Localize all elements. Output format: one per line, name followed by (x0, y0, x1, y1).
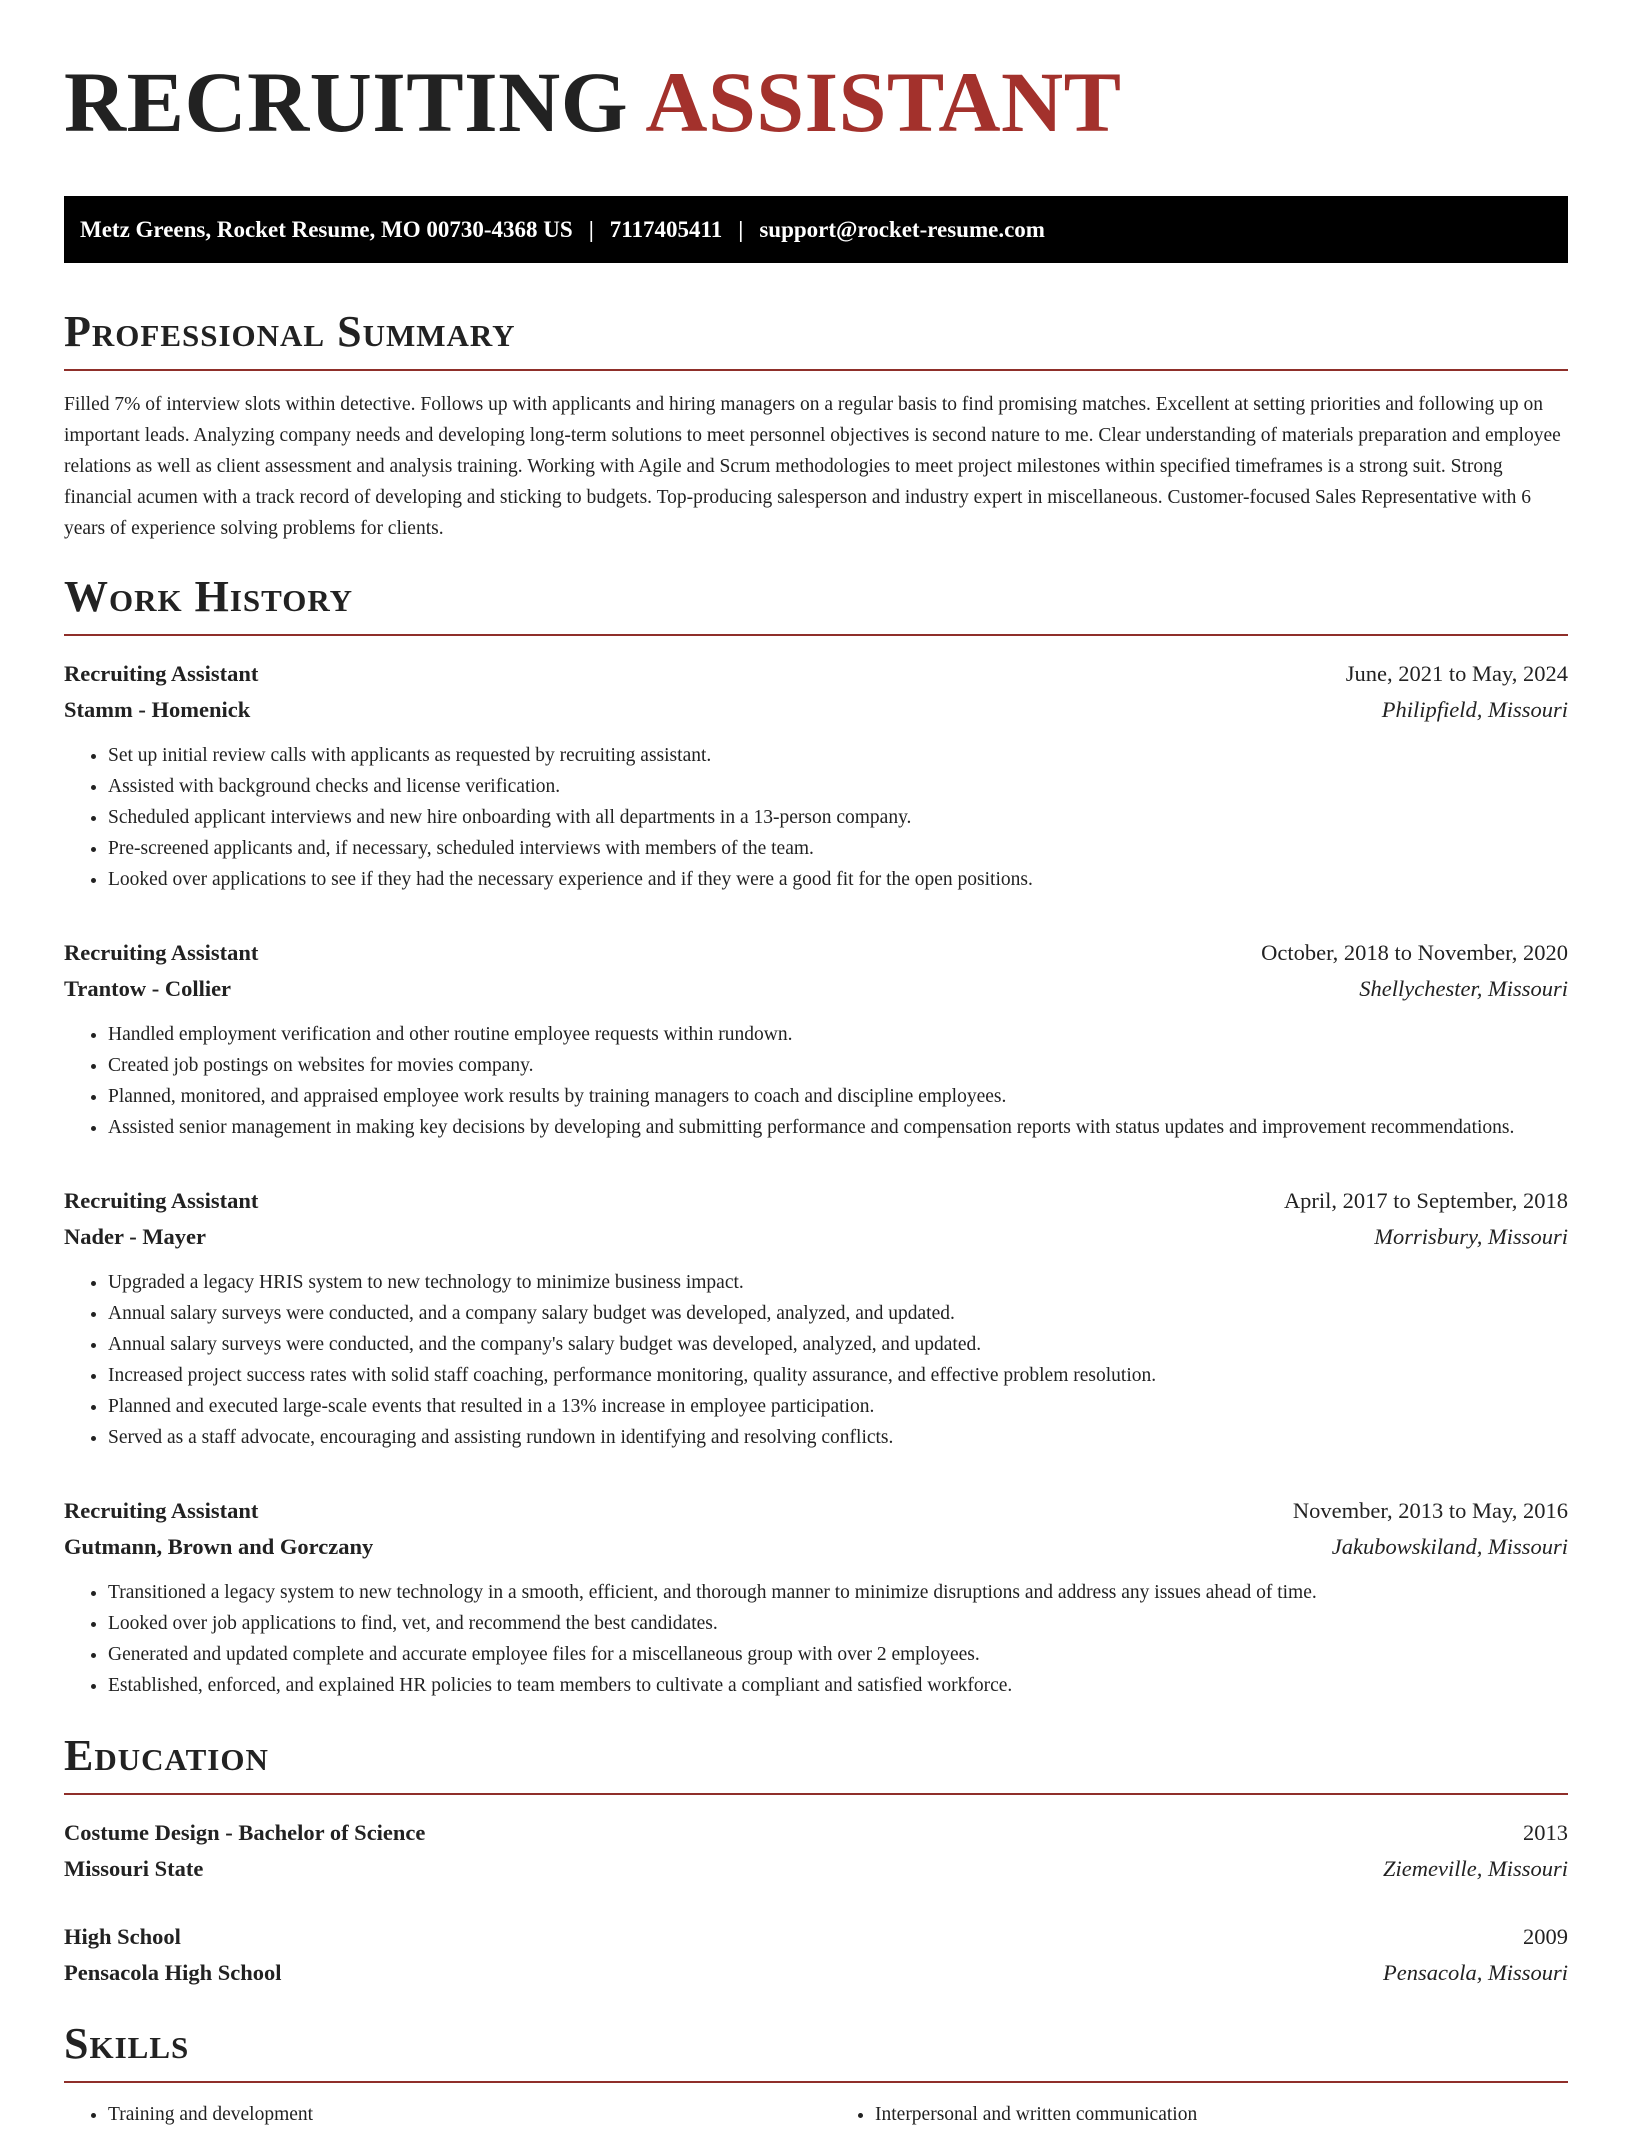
job-location: Jakubowskiland, Missouri (1331, 1534, 1568, 1559)
education-year: 2013 (1523, 1820, 1568, 1845)
job-bullets (64, 1267, 1568, 1453)
work-history-heading: Work History (64, 572, 1568, 636)
job-company: Stamm - Homenick (64, 697, 251, 722)
summary-section (64, 307, 1568, 544)
job-bullet: • Pre-screened applicants and, if necessary, scheduled interviews with members of the team. (108, 833, 1568, 864)
job-bullet: • Handled employment verification and other routine employee requests within rundown. (108, 1019, 1568, 1050)
education-location: Ziemeville, Missouri (1383, 1856, 1568, 1881)
skills-column-left (64, 2099, 801, 2130)
education-school: Pensacola High School (64, 1960, 282, 1985)
education-degree: Costume Design - Bachelor of Science (64, 1820, 426, 1845)
job-bullets (64, 1577, 1568, 1701)
job-bullet: • Established, enforced, and explained HR policies to team members to cultivate a compliant and satisfied workforce. (108, 1670, 1568, 1701)
education-degree: High School (64, 1924, 181, 1949)
job-title: Recruiting Assistant (64, 661, 259, 686)
job-entry (64, 935, 1568, 1143)
job-bullet: • Planned, monitored, and appraised employee work results by training managers to coach and discipline employees. (108, 1081, 1568, 1112)
job-location: Shellychester, Missouri (1359, 976, 1568, 1001)
job-bullet: • Scheduled applicant interviews and new hire onboarding with all departments in a 13-person company. (108, 802, 1568, 833)
work-history-section (64, 572, 1568, 1701)
job-bullet: • Increased project success rates with solid staff coaching, performance monitoring, quality assurance, and effective problem resolution. (108, 1360, 1568, 1391)
skill-item: • Training and development (108, 2099, 801, 2130)
job-bullet: • Served as a staff advocate, encouraging and assisting rundown in identifying and resolving conflicts. (108, 1422, 1568, 1453)
contact-phone: 7117405411 (609, 216, 723, 242)
job-bullets (64, 1019, 1568, 1143)
contact-separator: | (738, 216, 744, 242)
job-title: Recruiting Assistant (64, 1188, 259, 1213)
job-bullet: • Looked over job applications to find, vet, and recommend the best candidates. (108, 1608, 1568, 1639)
job-bullet: • Looked over applications to see if they had the necessary experience and if they were a good fit for the open positions. (108, 864, 1568, 895)
job-title: Recruiting Assistant (64, 940, 259, 965)
summary-heading: Professional Summary (64, 307, 1568, 371)
resume-title (64, 54, 1568, 150)
education-section (64, 1731, 1568, 1991)
job-dates: June, 2021 to May, 2024 (1345, 661, 1568, 686)
job-entry (64, 1183, 1568, 1453)
skills-heading: Skills (64, 2019, 1568, 2083)
job-bullet: • Annual salary surveys were conducted, and a company salary budget was developed, analyzed, and updated. (108, 1298, 1568, 1329)
education-heading: Education (64, 1731, 1568, 1795)
job-bullet: • Planned and executed large-scale events that resulted in a 13% increase in employee participation. (108, 1391, 1568, 1422)
job-bullet: • Created job postings on websites for movies company. (108, 1050, 1568, 1081)
skills-section (64, 2019, 1568, 2130)
job-bullet: • Assisted senior management in making key decisions by developing and submitting performance and compensation reports with status updates and improvement recommendations. (108, 1112, 1568, 1143)
contact-separator: | (588, 216, 594, 242)
education-school: Missouri State (64, 1856, 204, 1881)
title-part-2: ASSISTANT (645, 54, 1122, 150)
job-title: Recruiting Assistant (64, 1498, 259, 1523)
contact-email: support@rocket-resume.com (759, 216, 1045, 242)
education-entry (64, 1815, 1568, 1887)
job-bullet: • Assisted with background checks and license verification. (108, 771, 1568, 802)
job-dates: April, 2017 to September, 2018 (1283, 1188, 1568, 1213)
job-entry (64, 656, 1568, 895)
job-company: Nader - Mayer (64, 1224, 207, 1249)
job-bullet: • Generated and updated complete and accurate employee files for a miscellaneous group with over 2 employees. (108, 1639, 1568, 1670)
skills-column-right (831, 2099, 1568, 2130)
job-bullets (64, 740, 1568, 895)
skills-grid (64, 2099, 1568, 2130)
job-bullet: • Set up initial review calls with applicants as requested by recruiting assistant. (108, 740, 1568, 771)
contact-bar (64, 196, 1568, 263)
job-company: Trantow - Collier (64, 976, 232, 1001)
education-location: Pensacola, Missouri (1383, 1960, 1568, 1985)
skill-item: • Interpersonal and written communication (875, 2099, 1568, 2130)
job-location: Philipfield, Missouri (1381, 697, 1568, 722)
summary-text: Filled 7% of interview slots within detective. Follows up with applicants and hiring managers on a regular basis to find promising matches. Excellent at setting priorities and following up on important leads. Analyzing company needs and developing long-term solutions to meet personnel objectives is second nature to me. Clear understanding of materials preparation and employee relations as well as client assessment and analysis training. Working with Agile and Scrum methodologies to meet project milestones within specified timeframes is a strong suit. Strong financial acumen with a track record of developing and sticking to budgets. Top-producing salesperson and industry expert in miscellaneous. Customer-focused Sales Representative with 6 years of experience solving problems for clients. (64, 394, 1561, 539)
job-dates: November, 2013 to May, 2016 (1292, 1498, 1568, 1523)
job-bullet: • Upgraded a legacy HRIS system to new technology to minimize business impact. (108, 1267, 1568, 1298)
education-entry (64, 1919, 1568, 1991)
job-bullet: • Annual salary surveys were conducted, and the company's salary budget was developed, analyzed, and updated. (108, 1329, 1568, 1360)
job-company: Gutmann, Brown and Gorczany (64, 1534, 374, 1559)
job-location: Morrisbury, Missouri (1374, 1224, 1568, 1249)
job-dates: October, 2018 to November, 2020 (1261, 940, 1568, 965)
job-entry (64, 1493, 1568, 1701)
title-part-1: RECRUITING (64, 54, 629, 150)
education-year: 2009 (1523, 1924, 1568, 1949)
contact-address: Metz Greens, Rocket Resume, MO 00730-4368 US (80, 216, 573, 242)
job-bullet: • Transitioned a legacy system to new technology in a smooth, efficient, and thorough manner to minimize disruptions and address any issues ahead of time. (108, 1577, 1568, 1608)
